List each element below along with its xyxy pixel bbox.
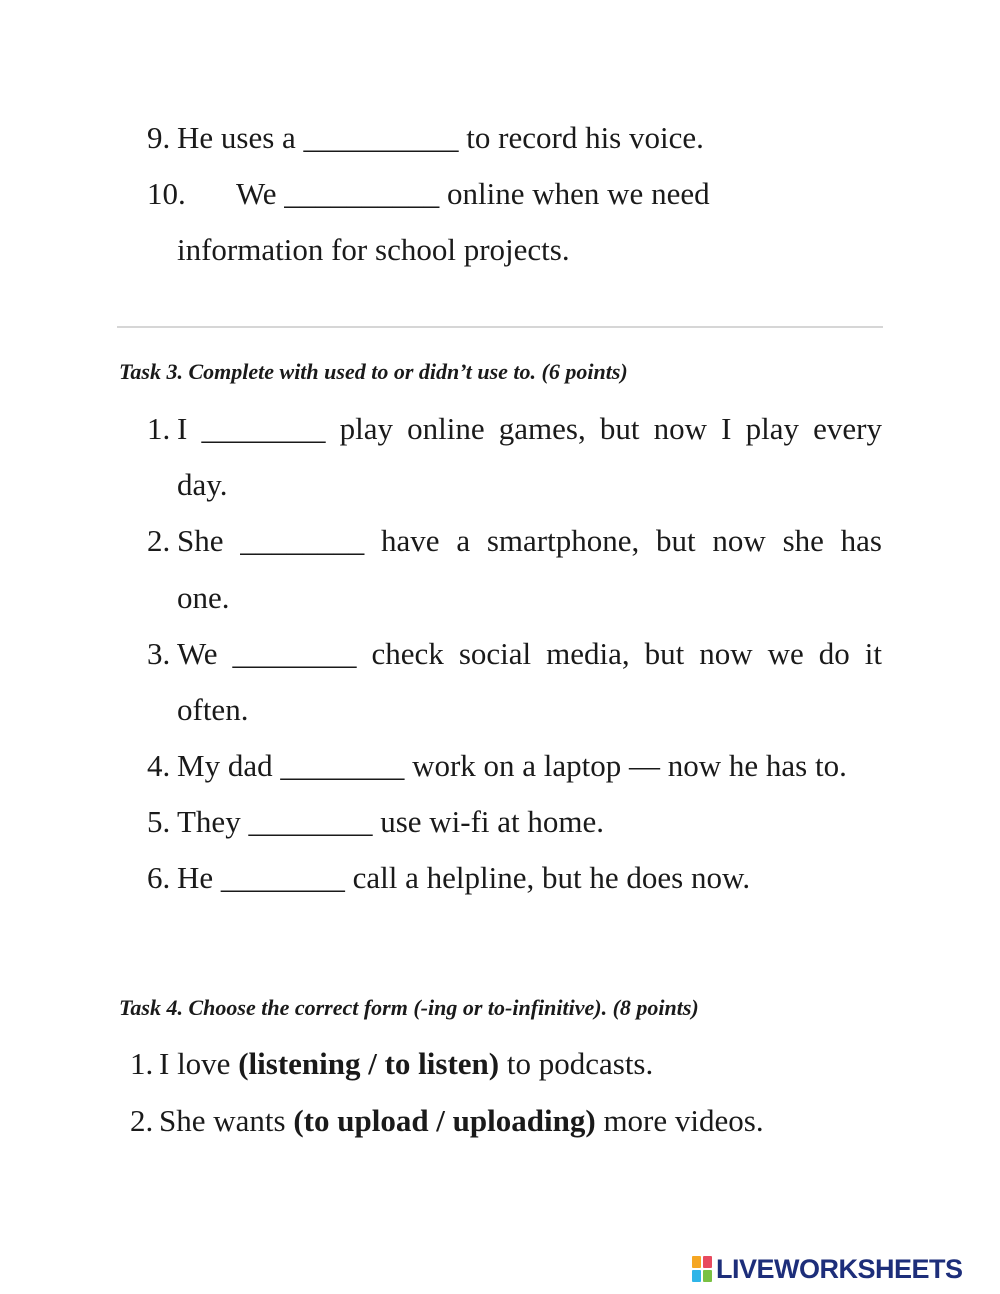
question-text: I ________ play online games, but now I play every bbox=[177, 411, 882, 446]
item-number: 1. bbox=[130, 1046, 154, 1081]
item-number: 1. bbox=[147, 411, 171, 446]
question-continuation: often. bbox=[177, 692, 249, 727]
question-after: more videos. bbox=[595, 1103, 764, 1138]
task-3-heading: Task 3. Complete with used to or didn’t use to. (6 points) bbox=[119, 359, 628, 384]
section-divider bbox=[117, 326, 883, 328]
question-before: I love bbox=[159, 1046, 239, 1081]
item-number: 6. bbox=[147, 860, 171, 895]
answer-choice: (listening / to listen) bbox=[238, 1046, 500, 1081]
item-number: 2. bbox=[130, 1103, 154, 1138]
question-continuation: day. bbox=[177, 467, 228, 502]
question-text: We __________ online when we need bbox=[236, 176, 710, 211]
logo-mark-icon bbox=[692, 1256, 712, 1282]
question-text bbox=[159, 1044, 653, 1084]
item-number: 10. bbox=[147, 176, 186, 211]
question-before: She wants bbox=[159, 1103, 294, 1138]
answer-choice: (to upload / uploading) bbox=[293, 1103, 596, 1138]
question-continuation: information for school projects. bbox=[177, 232, 570, 267]
item-number: 4. bbox=[147, 748, 171, 783]
question-text: He ________ call a helpline, but he does now. bbox=[177, 860, 751, 895]
question-after: to podcasts. bbox=[499, 1046, 654, 1081]
question-text: My dad ________ work on a laptop — now he has to. bbox=[177, 748, 847, 783]
question-text: They ________ use wi-fi at home. bbox=[177, 804, 605, 839]
item-number: 9. bbox=[147, 120, 171, 155]
question-text bbox=[159, 1101, 764, 1141]
liveworksheets-logo bbox=[692, 1254, 963, 1284]
item-number: 2. bbox=[147, 523, 171, 558]
question-continuation: one. bbox=[177, 580, 230, 615]
item-number: 3. bbox=[147, 636, 171, 671]
question-text: She ________ have a smartphone, but now she has bbox=[177, 523, 882, 558]
question-text: We ________ check social media, but now we do it bbox=[177, 636, 882, 671]
task-4-heading: Task 4. Choose the correct form (-ing or to-infinitive). (8 points) bbox=[119, 995, 699, 1020]
item-number: 5. bbox=[147, 804, 171, 839]
logo-text: LIVEWORKSHEETS bbox=[716, 1253, 963, 1284]
question-text: He uses a __________ to record his voice. bbox=[177, 120, 704, 155]
